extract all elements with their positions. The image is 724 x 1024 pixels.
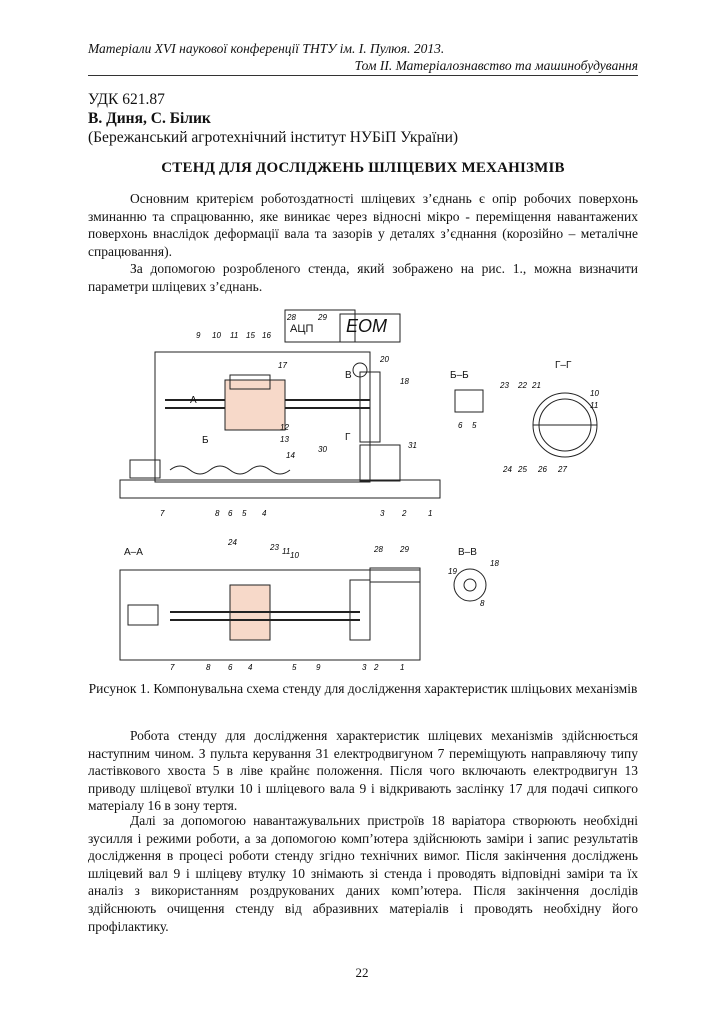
article-meta xyxy=(88,90,458,147)
paragraph-intro: Основним критерієм роботоздатності шліцевих з’єднань є опір робочих поверхонь зминанню та спрацюванню, яке виникає через відносні мікро - переміщення навантажених поверхонь внаслідок деформації вала та зазорів у деталях з’єднання (корозійно – металічне спрацювання). xyxy=(88,191,638,259)
figure-caption: Рисунок 1. Компонувальна схема стенду для дослідження характеристик шліцьових механізмів xyxy=(88,681,638,696)
callout-top-10: 12 xyxy=(280,423,289,432)
label-eom: ЕОМ xyxy=(346,316,388,336)
callout-aa-bottom-5: 9 xyxy=(316,663,321,672)
callout-top-3: 15 xyxy=(246,331,255,340)
callout-top-1: 10 xyxy=(212,331,221,340)
callout-bb-1: 5 xyxy=(472,421,477,430)
authors: В. Диня, С. Білик xyxy=(88,110,211,127)
udk-code: УДК 621.87 xyxy=(88,91,165,108)
callout-vv-2: 8 xyxy=(480,599,485,608)
callout-gg-0: 23 xyxy=(500,381,509,390)
callout-top-0: 9 xyxy=(196,331,201,340)
header-rule xyxy=(88,75,638,76)
callout-gg-3: 10 xyxy=(590,389,599,398)
callout-aa-top-4: 28 xyxy=(374,545,383,554)
callout-gg-5: 24 xyxy=(503,465,512,474)
callout-aa-top-5: 29 xyxy=(400,545,409,554)
callout-vv-0: 19 xyxy=(448,567,457,576)
callout-aa-bottom-4: 5 xyxy=(292,663,297,672)
header-volume: Том ІІ. Матеріалознавство та машинобудування xyxy=(354,58,638,73)
callout-top-11: 13 xyxy=(280,435,289,444)
callout-gg-7: 26 xyxy=(538,465,547,474)
label-view-aa: А–А xyxy=(124,547,143,558)
callout-bottom-2: 6 xyxy=(228,509,233,518)
section-mark-v: В xyxy=(345,370,352,381)
callout-bottom-7: 1 xyxy=(428,509,433,518)
affiliation: (Бережанський агротехнічний інститут НУБіП України) xyxy=(88,129,459,146)
callout-aa-bottom-7: 2 xyxy=(374,663,379,672)
article-title: СТЕНД ДЛЯ ДОСЛІДЖЕНЬ ШЛІЦЕВИХ МЕХАНІЗМІВ xyxy=(161,160,565,176)
callout-aa-top-2: 11 xyxy=(282,547,291,556)
paragraph-stand-purpose: За допомогою розробленого стенда, який зображено на рис. 1., можна визначити параметри шліцевих з’єднань. xyxy=(88,261,638,294)
callout-top-8: 20 xyxy=(380,355,389,364)
callout-gg-8: 27 xyxy=(558,465,567,474)
callout-aa-bottom-1: 8 xyxy=(206,663,211,672)
label-view-bb: Б–Б xyxy=(450,370,469,381)
callout-bottom-3: 5 xyxy=(242,509,247,518)
callout-top-5: 28 xyxy=(287,313,296,322)
callout-bb-0: 6 xyxy=(458,421,463,430)
base-plate xyxy=(120,480,440,498)
callout-aa-bottom-8: 1 xyxy=(400,663,405,672)
callout-aa-top-3: 10 xyxy=(290,551,299,560)
section-mark-b: Б xyxy=(202,435,209,446)
callout-top-6: 29 xyxy=(318,313,327,322)
callout-vv-1: 18 xyxy=(490,559,499,568)
section-mark-a: А xyxy=(190,395,197,406)
label-view-gg: Г–Г xyxy=(555,360,572,371)
running-header xyxy=(88,40,638,76)
callout-top-9: 18 xyxy=(400,377,409,386)
callout-aa-top-1: 23 xyxy=(270,543,279,552)
label-adc: АЦП xyxy=(290,323,314,335)
callout-gg-4: 11 xyxy=(590,401,599,410)
figure-stand-schematic xyxy=(110,300,630,680)
callout-top-12: 14 xyxy=(286,451,295,460)
callout-gg-6: 25 xyxy=(518,465,527,474)
paragraph-procedure: Далі за допомогою навантажувальних пристроїв 18 варіатора створюють необхідні зусилля і режими роботи, а за допомогою комп’ютера здійснюють заміри і запис результатів дослідження в процесі роботи стенду згідно технічних вимог. Після закінчення досліджень шліцевий вал 9 і шліцеву втулку 10 знімають зі стенда і проводять відповідні заміри та їх аналіз з використанням роздрукованих даних комп’ютера. Після закінчення дослідів здійснюють очищення стенду від абразивних матеріалів і проводять необхідну його профілактику. xyxy=(88,813,638,934)
callout-aa-bottom-3: 4 xyxy=(248,663,253,672)
callout-top-7: 17 xyxy=(278,361,287,370)
callout-top-2: 11 xyxy=(230,331,239,340)
page-number: 22 xyxy=(355,965,369,980)
callout-bottom-6: 2 xyxy=(402,509,407,518)
callout-aa-top-0: 24 xyxy=(228,538,237,547)
callout-bottom-5: 3 xyxy=(380,509,385,518)
callout-top-4: 16 xyxy=(262,331,271,340)
callout-top-14: 31 xyxy=(408,441,417,450)
callout-gg-2: 21 xyxy=(532,381,541,390)
callout-bottom-4: 4 xyxy=(262,509,267,518)
callout-bottom-1: 8 xyxy=(215,509,220,518)
callout-aa-bottom-2: 6 xyxy=(228,663,233,672)
callout-aa-bottom-6: 3 xyxy=(362,663,367,672)
paragraph-operation: Робота стенду для дослідження характеристик шліцевих механізмів здійснюється наступним чином. З пульта керування 31 електродвигуном 7 переміщують направляючу типу ластівкового хвоста 5 в ліве крайнє положення. Після чого включають електродвигун 13 приводу шліцевої втулки 10 і шліцевого вала 9 і відкривають заслінку 17 для подачі сипкого матеріалу 16 в зону тертя. xyxy=(88,728,638,814)
callout-aa-bottom-0: 7 xyxy=(170,663,175,672)
callout-top-13: 30 xyxy=(318,445,327,454)
label-view-vv: В–В xyxy=(458,547,477,558)
header-conference: Матеріали XVI наукової конференції ТНТУ ім. І. Пулюя. 2013. xyxy=(88,41,445,56)
section-mark-g: Г xyxy=(345,432,351,443)
callout-gg-1: 22 xyxy=(518,381,527,390)
callout-bottom-0: 7 xyxy=(160,509,165,518)
